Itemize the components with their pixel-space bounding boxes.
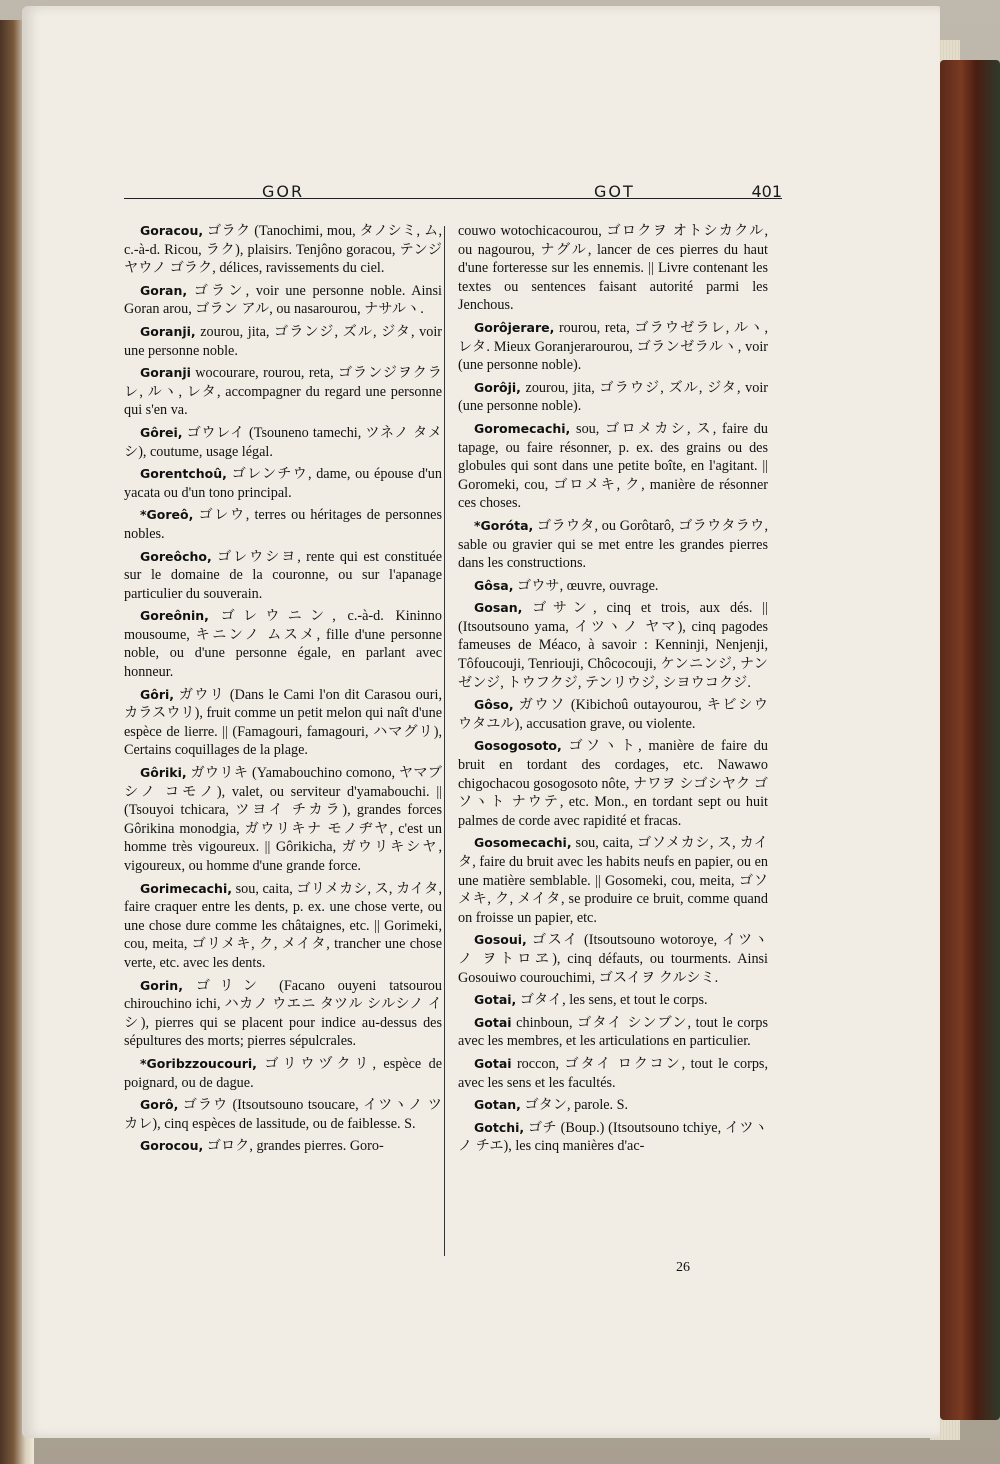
dictionary-entry: [124, 1096, 442, 1133]
entry-headword: Gotan,: [474, 1097, 521, 1113]
entry-headword: Gosoui,: [474, 932, 527, 948]
entry-body: ゴレンチウ, dame, ou épouse d'un yacata ou d'un tono principal.: [124, 466, 442, 501]
entry-body: wocourare, rourou, reta, ゴランジヲクラレ, ルヽ, レタ, accompagner du regard une personne qui s'en va.: [124, 365, 442, 419]
dictionary-entry: [124, 1055, 442, 1092]
entry-body: ゴソヽト, manière de faire du bruit en tordant des cordages, etc. Nawawo chigochacou gosogosoto nôte, ナワヲ シゴシヤク ゴソヽト ナウテ, etc. Mon., en tordant sept ou huit palmes de corde avec rapidité et fracas.: [458, 738, 768, 829]
entry-body: ゴサン, cinq et trois, aux dés. || (Itsoutsouno yama, イツヽノ ヤマ), cinq pagodes fameuses de Méaco, à savoir : Kenninji, Nenjenji, Tôfoucouji, Tenriouji, Chôcocouji, ケンニンジ, ナンゼンジ, トウフクジ, テンリウジ, シヨウコクジ.: [458, 600, 768, 691]
entry-headword: Gôrei,: [140, 424, 183, 440]
entry-body: ゴウレイ (Tsouneno tamechi, ツネノ タメシ), coutume, usage légal.: [124, 424, 442, 460]
entry-body: ゴロク, grandes pierres. Goro-: [203, 1138, 384, 1155]
dictionary-entry: [124, 548, 442, 604]
dictionary-entry: [458, 1055, 768, 1092]
entry-body: zourou, jita, ゴラウジ, ズル, ジタ, voir (une personne noble).: [458, 379, 768, 415]
dictionary-entry: [458, 696, 768, 733]
entry-headword: Gorentchoû,: [140, 466, 227, 482]
dictionary-entry: [458, 991, 768, 1010]
entry-headword: Goran,: [140, 282, 188, 298]
dictionary-entry: [458, 1096, 768, 1115]
entry-headword: *Goróta,: [474, 517, 534, 533]
entry-headword: Gosomecachi,: [474, 835, 572, 851]
running-head-center: GOT: [594, 182, 635, 201]
column-divider: [444, 226, 445, 1256]
entry-headword: Gotai: [474, 1014, 512, 1030]
entry-headword: Gotchi,: [474, 1119, 525, 1135]
entry-body: chinboun, ゴタイ シンブン, tout le corps avec les membres, et les articulations en particulier.: [458, 1014, 768, 1050]
dictionary-entry: [458, 737, 768, 830]
dictionary-entry: [458, 1119, 768, 1156]
entry-body: ゴチ (Boup.) (Itsoutsouno tchiye, イツヽノ チエ), les cinq manières d'ac-: [458, 1119, 768, 1155]
dictionary-entry: [124, 764, 442, 876]
entry-headword: Gosan,: [474, 600, 523, 616]
dictionary-entry: [124, 1137, 442, 1156]
dictionary-entry: [124, 323, 442, 360]
dictionary-entry: [458, 931, 768, 987]
entry-headword: Gôri,: [140, 686, 175, 702]
page-number: 401: [751, 182, 782, 201]
entry-headword: Gôriki,: [140, 765, 187, 781]
book-cover: [940, 60, 1000, 1420]
entry-headword: *Goreô,: [140, 507, 194, 523]
entry-headword: Gôsa,: [474, 577, 514, 593]
entry-body: ゴラク (Tanochimi, mou, タノシミ, ム, c.-à-d. Ricou, ラク), plaisirs. Tenjôno goracou, テンジヤウノ ゴラク, délices, ravissements du ciel.: [124, 223, 442, 277]
dictionary-entry: [458, 834, 768, 927]
entry-headword: Goranji: [140, 365, 191, 381]
entry-headword: Gôso,: [474, 697, 514, 713]
entry-headword: Gorimecachi,: [140, 880, 232, 896]
entry-headword: Goracou,: [140, 223, 204, 238]
entry-body: sou, ゴロメカシ, ス, faire du tapage, ou faire résonner, p. ex. des grains ou des globules qui sont dans une petite boîte, en l'agitant. || Goromeki, cou, ゴロメキ, ク, manière de résonner ces choses.: [458, 420, 768, 512]
entry-body: rourou, reta, ゴラウゼラレ, ルヽ, レタ. Mieux Goranjerarourou, ゴランゼラルヽ, voir (une personne noble).: [458, 319, 768, 374]
entry-headword: Gorin,: [140, 977, 183, 993]
dictionary-entry: [124, 607, 442, 681]
entry-body: ガウリキ (Yamabouchino comono, ヤマブシノ コモノ), valet, ou serviteur d'yamabouchi. || (Tsouyoi tchicara, ツヨイ チカラ), grandes forces Gôrikina monodgia, ガウリキナ モノヂヤ, c'est un homme très vigoureux. || Gôrikicha, ガウリキシヤ, vigoureux, ou homme d'une grande force.: [124, 765, 442, 874]
dictionary-entry: [124, 364, 442, 420]
entry-headword: Gosogosoto,: [474, 738, 562, 754]
entry-body: ゴスイ (Itsoutsouno wotoroye, イツヽノ ヲトロヱ), cinq défauts, ou tourments. Ainsi Gosouiwo courouchimi, ゴスイヲ クルシミ.: [458, 932, 768, 986]
entry-body: couwo wotochicacourou, ゴロクヲ オトシカクル, ou nagourou, ナグル, lancer de ces pierres du haut d'une forteresse sur les ennemis. || Livre contenant les textes ou sentences faisant autorité parmi les Jenchous.: [458, 223, 768, 314]
entry-headword: Gotai: [474, 1055, 512, 1071]
dictionary-entry: [124, 506, 442, 543]
entry-body: ゴリウヅクリ, espèce de poignard, ou de dague.: [124, 1055, 442, 1091]
left-column: [124, 222, 442, 1160]
dictionary-entry: [124, 424, 442, 461]
entry-headword: Gorô,: [140, 1097, 179, 1113]
dictionary-entry: [458, 599, 768, 692]
entry-body: ゴレウニン, c.-à-d. Kininno mousoume, キニンノ ムスメ, fille d'une personne noble, ou d'une personne égale, en parlant avec honneur.: [124, 608, 442, 681]
entry-headword: Goreônin,: [140, 608, 209, 624]
dictionary-entry: [458, 379, 768, 416]
entry-headword: Gorôji,: [474, 379, 521, 395]
entry-body: ゴタイ, les sens, et tout le corps.: [516, 992, 708, 1009]
dictionary-entry: [124, 686, 442, 760]
entry-body: sou, caita, ゴソメカシ, ス, カイタ, faire du bruit avec les habits neufs en papier, ou en une matière semblable. || Gosomeki, cou, meita, ゴソメキ, ク, メイタ, se produire ce bruit, comme quand on froisse un papier, etc.: [458, 835, 768, 926]
entry-headword: Goromecachi,: [474, 420, 571, 436]
entry-body: ゴレウシヨ, rente qui est constituée sur le domaine de la couronne, ou sur l'apanage particulier du souverain.: [124, 548, 442, 602]
entry-headword: Goreôcho,: [140, 548, 212, 564]
running-head-left: GOR: [262, 182, 305, 201]
entry-body: ゴラウ (Itsoutsouno tsoucare, イツヽノ ツカレ), cinq espèces de lassitude, ou de faiblesse. S.: [124, 1097, 442, 1132]
entry-body: ガウソ (Kibichoû outayourou, キビシウ ウタユル), accusation grave, ou violente.: [458, 697, 768, 732]
entry-headword: Gotai,: [474, 992, 517, 1008]
entry-headword: Goranji,: [140, 323, 196, 339]
running-head: [124, 168, 782, 199]
dictionary-entry: [458, 420, 768, 513]
dictionary-entry: [124, 222, 442, 278]
dictionary-entry: [124, 880, 442, 973]
entry-body: ゴタン, parole. S.: [520, 1097, 629, 1114]
entry-body: sou, caita, ゴリメカシ, ス, カイタ, faire craquer entre les dents, p. ex. une chose verte, ou une chose dure comme les châtaignes, etc. || Gorimeki, cou, meita, ゴリメキ, ク, メイタ, trancher une chose verte, etc. avec les dents.: [124, 880, 442, 971]
dictionary-entry: [124, 282, 442, 319]
entry-body: ゴリン (Facano ouyeni tatsourou chirouchino ichi, ハカノ ウエニ タツル シルシノ イシ), pierres qui se placent pour indice au-dessus des sépultures des morts; pierres sépulcrales.: [124, 977, 442, 1050]
dictionary-entry: [458, 319, 768, 375]
dictionary-entry: [458, 1014, 768, 1051]
signature-mark: 26: [676, 1260, 690, 1275]
entry-body: ゴレウ, terres ou héritages de personnes nobles.: [124, 507, 442, 542]
dictionary-entry: [124, 977, 442, 1051]
entry-body: ゴラウタ, ou Gorôtarô, ゴラウタラウ, sable ou gravier qui se met entre les grandes pierres dans les constructions.: [458, 517, 768, 572]
entry-body: ゴラン, voir une personne noble. Ainsi Goran arou, ゴラン アル, ou nasarourou, ナサルヽ.: [124, 282, 442, 318]
entry-body: ガウリ (Dans le Cami l'on dit Carasou ouri, カラスウリ), fruit comme un petit melon qui naît d'une espèce de lierre. || (Famagouri, famagouri, ハマグリ), Certains coquillages de la plage.: [124, 686, 442, 759]
entry-body: zourou, jita, ゴランジ, ズル, ジタ, voir une personne noble.: [124, 323, 442, 359]
entry-headword: Gorocou,: [140, 1138, 204, 1154]
right-column: [458, 222, 768, 1160]
dictionary-entry: [458, 222, 768, 315]
entry-body: roccon, ゴタイ ロクコン, tout le corps, avec les sens et les facultés.: [458, 1055, 768, 1091]
entry-headword: *Goribzzoucouri,: [140, 1055, 257, 1071]
entry-headword: Gorôjerare,: [474, 319, 555, 335]
dictionary-entry: [458, 517, 768, 573]
dictionary-entry: [458, 577, 768, 596]
dictionary-entry: [124, 465, 442, 502]
entry-body: ゴウサ, œuvre, ouvrage.: [513, 577, 659, 594]
